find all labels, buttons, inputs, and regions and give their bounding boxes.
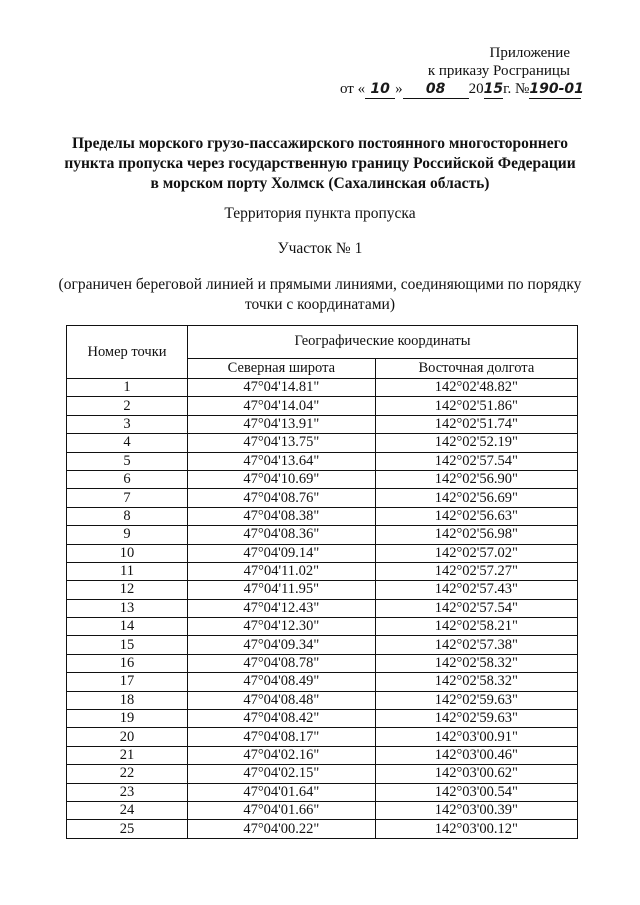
- longitude-cell: 142°02'57.27": [375, 562, 577, 580]
- date-day: 10: [365, 80, 395, 99]
- table-row: [67, 636, 578, 654]
- longitude-cell: 142°03'00.39": [375, 801, 577, 819]
- point-number-cell: 19: [67, 710, 188, 728]
- year-suffix: 15: [483, 81, 504, 97]
- table-row: [67, 489, 578, 507]
- order-number: 190-01: [529, 81, 584, 97]
- table-row: [67, 728, 578, 746]
- territory-heading: Территория пункта пропуска: [224, 205, 416, 222]
- latitude-cell: 47°04'08.48": [188, 691, 376, 709]
- longitude-cell: 142°02'58.32": [375, 673, 577, 691]
- longitude-cell: 142°02'56.69": [375, 489, 577, 507]
- longitude-cell: 142°02'52.19": [375, 434, 577, 452]
- latitude-cell: 47°04'12.30": [188, 618, 376, 636]
- point-number-cell: 1: [67, 379, 188, 397]
- latitude-cell: 47°04'02.16": [188, 746, 376, 764]
- latitude-cell: 47°04'14.04": [188, 397, 376, 415]
- table-row: [67, 820, 578, 838]
- point-number-cell: 15: [67, 636, 188, 654]
- header-point-number: Номер точки: [67, 326, 188, 379]
- longitude-cell: 142°02'57.54": [375, 599, 577, 617]
- title-line-2: пункта пропуска через государственную границу Российской Федерации: [64, 155, 576, 172]
- point-number-cell: 23: [67, 783, 188, 801]
- longitude-cell: 142°02'57.54": [375, 452, 577, 470]
- year-prefix: 20: [468, 81, 484, 97]
- title-line-3: в морском порту Холмск (Сахалинская область): [150, 175, 490, 192]
- table-row: [67, 526, 578, 544]
- table-row: [67, 434, 578, 452]
- point-number-cell: 16: [67, 654, 188, 672]
- number-prefix: г. №: [503, 81, 530, 97]
- header-geo-coordinates: Географические координаты: [188, 326, 578, 359]
- longitude-cell: 142°02'56.90": [375, 470, 577, 488]
- point-number-cell: 2: [67, 397, 188, 415]
- latitude-cell: 47°04'08.38": [188, 507, 376, 525]
- table-row: [67, 783, 578, 801]
- longitude-cell: 142°02'58.32": [375, 654, 577, 672]
- longitude-cell: 142°02'48.82": [375, 379, 577, 397]
- latitude-cell: 47°04'00.22": [188, 820, 376, 838]
- point-number-cell: 3: [67, 415, 188, 433]
- longitude-cell: 142°02'56.98": [375, 526, 577, 544]
- point-number-cell: 24: [67, 801, 188, 819]
- latitude-cell: 47°04'02.15": [188, 765, 376, 783]
- table-row: [67, 397, 578, 415]
- point-number-cell: 8: [67, 507, 188, 525]
- latitude-cell: 47°04'14.81": [188, 379, 376, 397]
- latitude-cell: 47°04'13.75": [188, 434, 376, 452]
- latitude-cell: 47°04'08.49": [188, 673, 376, 691]
- coordinates-table: [66, 325, 578, 839]
- longitude-cell: 142°03'00.91": [375, 728, 577, 746]
- table-row: [67, 618, 578, 636]
- latitude-cell: 47°04'01.64": [188, 783, 376, 801]
- longitude-cell: 142°02'59.63": [375, 710, 577, 728]
- table-row: [67, 415, 578, 433]
- longitude-cell: 142°03'00.46": [375, 746, 577, 764]
- point-number-cell: 10: [67, 544, 188, 562]
- latitude-cell: 47°04'09.14": [188, 544, 376, 562]
- table-row: [67, 710, 578, 728]
- appendix-title: Приложение: [489, 45, 570, 61]
- latitude-cell: 47°04'08.76": [188, 489, 376, 507]
- longitude-cell: 142°03'00.54": [375, 783, 577, 801]
- table-row: [67, 581, 578, 599]
- table-row: [67, 452, 578, 470]
- latitude-cell: 47°04'08.17": [188, 728, 376, 746]
- longitude-cell: 142°02'57.38": [375, 636, 577, 654]
- latitude-cell: 47°04'13.64": [188, 452, 376, 470]
- latitude-cell: 47°04'12.43": [188, 599, 376, 617]
- longitude-cell: 142°02'57.43": [375, 581, 577, 599]
- point-number-cell: 9: [67, 526, 188, 544]
- boundary-line-2: точки с координатами): [244, 296, 396, 313]
- longitude-cell: 142°02'59.63": [375, 691, 577, 709]
- point-number-cell: 21: [67, 746, 188, 764]
- point-number-cell: 13: [67, 599, 188, 617]
- table-row: [67, 599, 578, 617]
- longitude-cell: 142°02'51.86": [375, 397, 577, 415]
- header-latitude: Северная широта: [188, 358, 376, 378]
- point-number-cell: 12: [67, 581, 188, 599]
- appendix-order-ref: к приказу Росграницы: [427, 63, 570, 79]
- appendix-block: [340, 44, 584, 99]
- table-row: [67, 507, 578, 525]
- latitude-cell: 47°04'11.95": [188, 581, 376, 599]
- boundary-description: [40, 275, 600, 315]
- point-number-cell: 20: [67, 728, 188, 746]
- longitude-cell: 142°03'00.62": [375, 765, 577, 783]
- table-row: [67, 673, 578, 691]
- point-number-cell: 25: [67, 820, 188, 838]
- latitude-cell: 47°04'08.42": [188, 710, 376, 728]
- table-row: [67, 746, 578, 764]
- latitude-cell: 47°04'13.91": [188, 415, 376, 433]
- longitude-cell: 142°02'58.21": [375, 618, 577, 636]
- latitude-cell: 47°04'10.69": [188, 470, 376, 488]
- coordinates-body: [67, 379, 578, 839]
- longitude-cell: 142°03'00.12": [375, 820, 577, 838]
- table-row: [67, 544, 578, 562]
- table-row: [67, 470, 578, 488]
- point-number-cell: 5: [67, 452, 188, 470]
- point-number-cell: 17: [67, 673, 188, 691]
- point-number-cell: 4: [67, 434, 188, 452]
- point-number-cell: 22: [67, 765, 188, 783]
- latitude-cell: 47°04'09.34": [188, 636, 376, 654]
- appendix-date-line: [340, 80, 584, 99]
- point-number-cell: 6: [67, 470, 188, 488]
- latitude-cell: 47°04'08.78": [188, 654, 376, 672]
- point-number-cell: 18: [67, 691, 188, 709]
- point-number-cell: 11: [67, 562, 188, 580]
- longitude-cell: 142°02'51.74": [375, 415, 577, 433]
- date-month: 08: [403, 80, 469, 99]
- header-longitude: Восточная долгота: [375, 358, 577, 378]
- latitude-cell: 47°04'08.36": [188, 526, 376, 544]
- title-line-1: Пределы морского грузо-пассажирского постоянного многостороннего: [71, 135, 569, 152]
- section-heading: Участок № 1: [277, 240, 363, 257]
- longitude-cell: 142°02'57.02": [375, 544, 577, 562]
- table-row: [67, 765, 578, 783]
- latitude-cell: 47°04'11.02": [188, 562, 376, 580]
- boundary-line-1: (ограничен береговой линией и прямыми линиями, соединяющими по порядку: [58, 276, 582, 293]
- point-number-cell: 14: [67, 618, 188, 636]
- longitude-cell: 142°02'56.63": [375, 507, 577, 525]
- table-row: [67, 801, 578, 819]
- point-number-cell: 7: [67, 489, 188, 507]
- table-row: [67, 379, 578, 397]
- date-prefix: от «: [340, 81, 366, 97]
- date-mid: »: [395, 81, 403, 97]
- table-row: [67, 654, 578, 672]
- document-title: [40, 134, 600, 194]
- table-row: [67, 562, 578, 580]
- table-row: [67, 691, 578, 709]
- latitude-cell: 47°04'01.66": [188, 801, 376, 819]
